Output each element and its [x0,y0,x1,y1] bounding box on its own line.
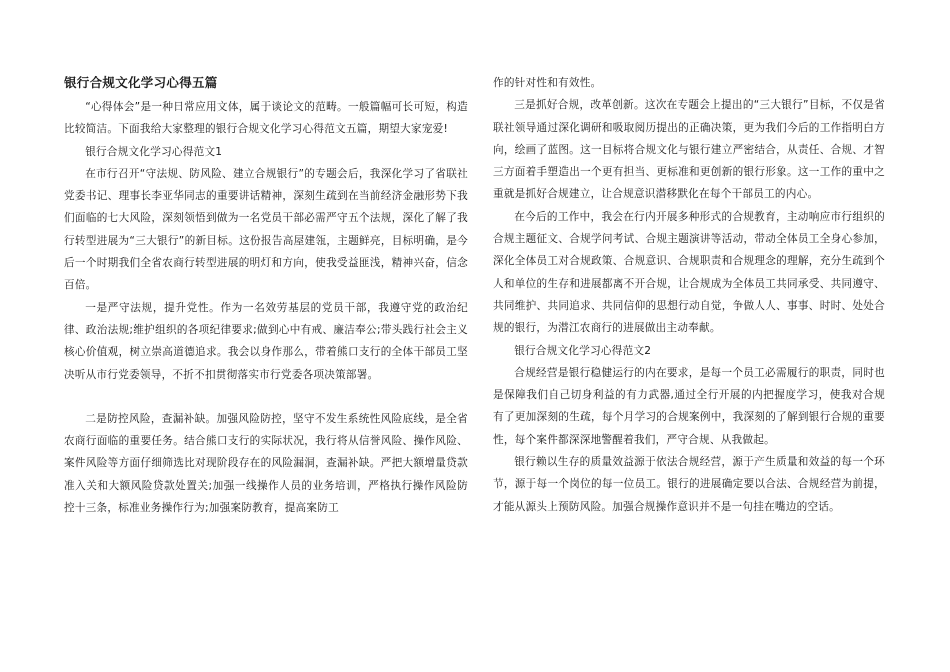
paragraph: “心得体会”是一种日常应用文体，属于谈论文的范畴。一般篇幅可长可短，构造比较简洁。下面我给大家整理的银行合规文化学习心得范文五篇，期望大家宠爱! [64,101,468,136]
paragraph: 在市行召开“守法规、防风险、建立合规银行”的专题会后，我深化学习了省联社党委书记、理事长李亚华同志的重要讲话精神，深刻生疏到在当前经济金融形势下我们面临的七大风险，深刻领悟到做为一名党员干部必需严守五个法规，深化了解了我行转型进展为“三大银行”的新目标。这份报告高屋建瓴，主题鲜亮，目标明确，是今后一个时期我们全省农商行转型进展的明灯和方向，使我受益匪浅，精神兴奋，信念百倍。 [64,167,468,292]
paragraph-spacer [64,386,468,408]
section-heading: 银行合规文化学习心得范文2 [514,344,652,357]
paragraph: 在今后的工作中，我会在行内开展多种形式的合规教育，主动响应市行组织的合规主题征文、合规学问考试、合规主题演讲等活动，带动全体员工全身心参加，深化全体员工对合规政策、合规意识、合规职责和合规理念的理解，充分生疏到个人和单位的生存和进展都离不开合规，让合规成为全体员工共同承受、共同遵守、共同维护、共同追求、共同信仰的思想行动自觉，争做人人、事事、时时、处处合规的银行，为潜江农商行的进展做出主动奉献。 [493,210,885,335]
paragraph: 三是抓好合规，改革创新。这次在专题会上提出的“三大银行”目标，不仅是省联社领导通过深化调研和吸取阅历提出的正确决策，更为我们今后的工作指明白方向，绘画了蓝图。这一目标将合规文化与银行建立严密结合，从责任、合规、才智三方面着手塑造出一个更有担当、更标准和更创新的银行形象。这一工作的重中之重就是抓好合规建立，让合规意识潜移默化在每个干部员工的内心。 [493,99,885,201]
right-column-body [493,72,885,518]
paragraph: 作的针对性和有效性。 [493,77,602,89]
left-column [64,74,468,519]
paragraph: 合规经营是银行稳健运行的内在要求，是每一个员工必需履行的职责，同时也是保障我们自己切身利益的有力武器,通过全行开展的内把握度学习，使我对合规有了更加深刻的生疏，每个月学习的合规案例中，我深刻的了解到银行合规的重要性，每个案件都深深地警醒着我们，严守合规、从我做起。 [493,366,885,446]
left-column-body [64,96,468,519]
document-title: 银行合规文化学习心得五篇 [64,75,218,90]
right-column [493,72,885,518]
paragraph: 银行赖以生存的质量效益源于依法合规经营，源于产生质量和效益的每一个环节，源于每一个岗位的每一位员工。银行的进展确定要以合法、合规经营为前提，才能从源头上预防风险。加强合规操作意识并不是一句挂在嘴边的空话。 [493,456,885,513]
section-heading: 银行合规文化学习心得范文1 [85,145,223,158]
paragraph: 一是严守法规，提升党性。作为一名效劳基层的党员干部，我遵守党的政治纪律、政治法规;维护组织的各项纪律要求;做到心中有戒、廉洁奉公;带头践行社会主义核心价值观，树立崇高道德追求。我会以身作那么，带着熊口支行的全体干部员工坚决听从市行党委领导，不折不扣贯彻落实市行党委各项决策部署。 [64,301,468,381]
paragraph: 二是防控风险，查漏补缺。加强风险防控，坚守不发生系统性风险底线，是全省农商行面临的重要任务。结合熊口支行的实际状况，我行将从信誉风险、操作风险、案件风险等方面仔细筛选比对现阶段存在的风险漏洞，查漏补缺。严把大额增量贷款准入关和大额风险贷款处置关;加强一线操作人员的业务培训，严格执行操作风险防控十三条，标准业务操作行为;加强案防教育，提高案防工 [64,412,468,515]
